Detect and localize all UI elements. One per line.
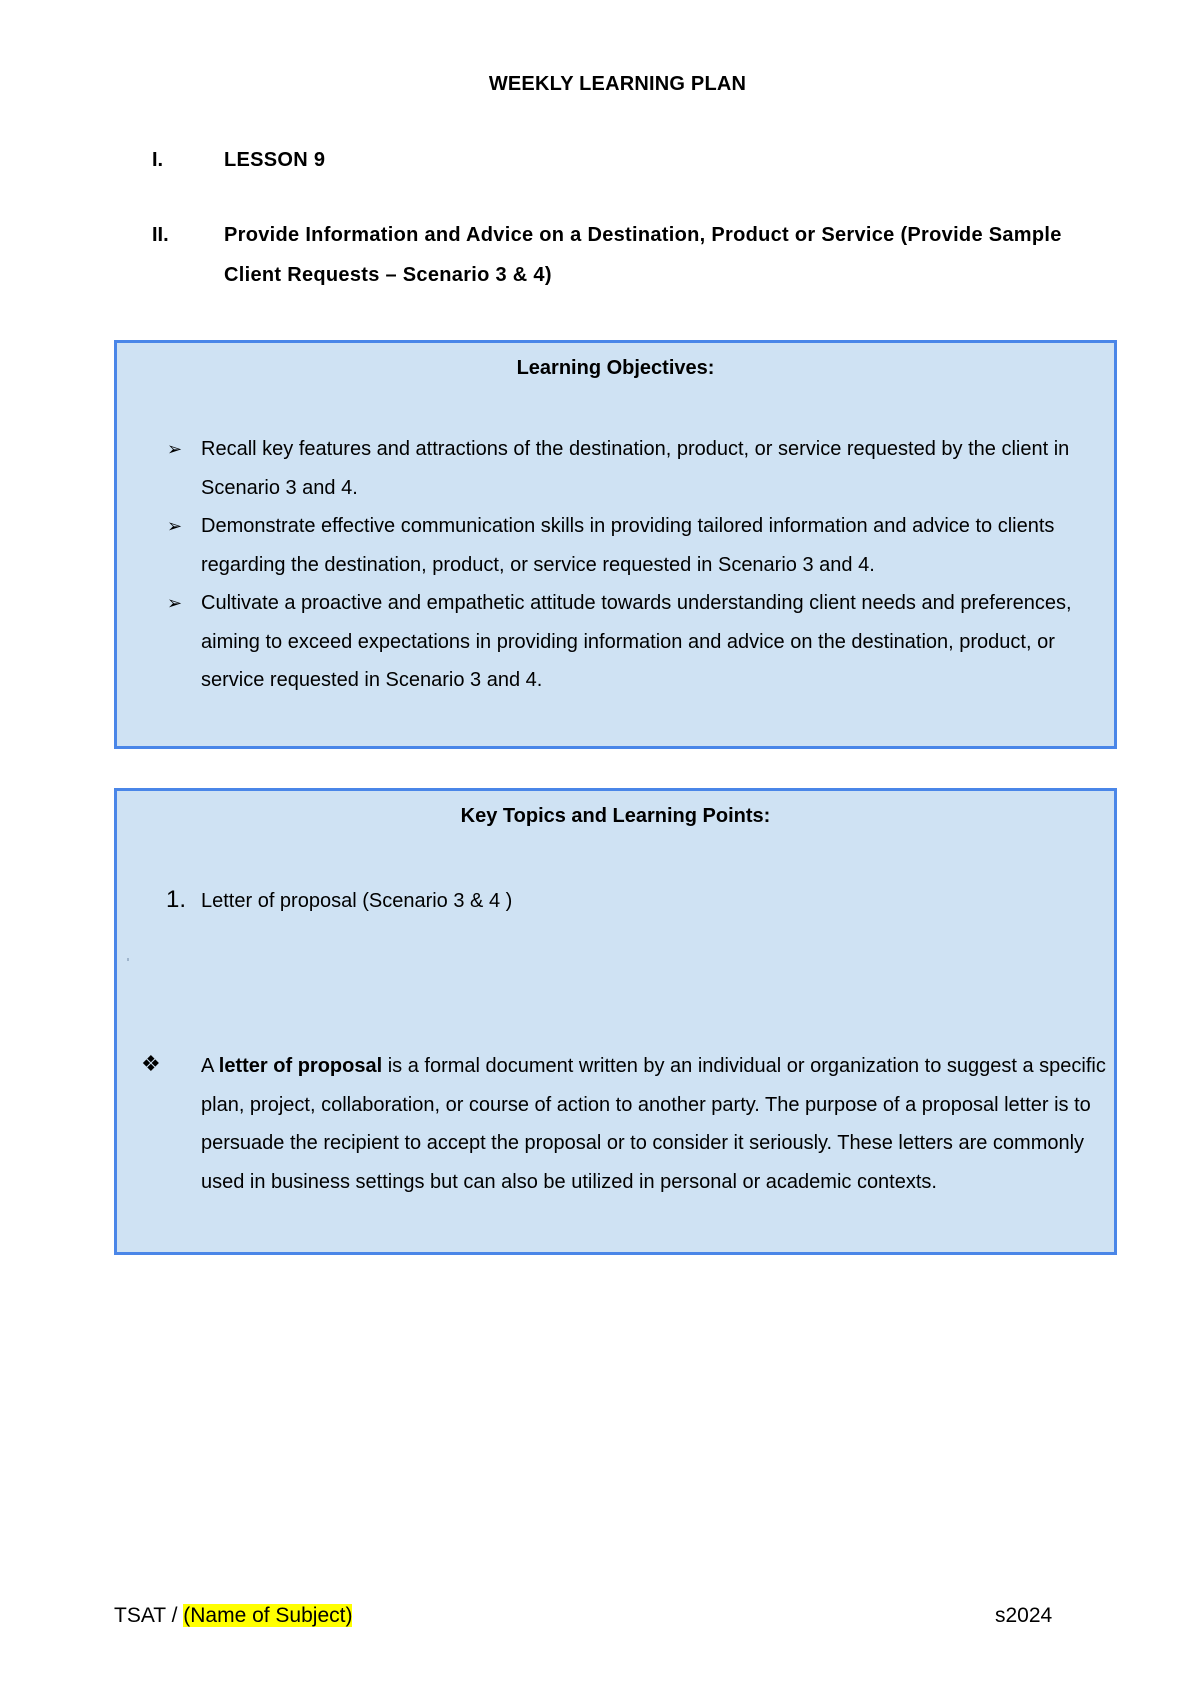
paragraph-body: is a formal document written by an individual or organization to suggest a specific plan, project, collaboration, or course of action to another party. The purpose of a proposal letter is to persuade the recipient to accept the proposal or to consider it seriously. These letters are commonly used in business settings but can also be utilized in personal or academic contexts. (201, 1055, 1106, 1193)
footer-prefix: TSAT / (114, 1604, 184, 1627)
topic-number: 1. (166, 886, 187, 913)
diamond-bullet-icon: ❖ (141, 1051, 161, 1076)
footer-right: s2024 (995, 1604, 1053, 1627)
section-2-number: II. (152, 224, 169, 246)
learning-objectives-heading: Learning Objectives: (516, 357, 715, 379)
objective-bullet-icon: ➢ (167, 593, 183, 613)
section-1-title: LESSON 9 (224, 149, 326, 171)
section-2-title: Provide Information and Advice on a Destination, Product or Service (Provide Sample Client Requests – Scenario 3 & 4) (224, 224, 1062, 286)
learning-objectives-box (114, 340, 1117, 749)
paragraph-prefix: A (201, 1055, 219, 1077)
footer-left (114, 1604, 352, 1628)
letter-of-proposal-paragraph (201, 1047, 1106, 1201)
key-topics-heading: Key Topics and Learning Points: (460, 805, 771, 827)
scan-speck (127, 958, 129, 961)
key-topics-box (114, 788, 1117, 1255)
objective-item: Cultivate a proactive and empathetic attitude towards understanding client needs and preferences, aiming to exceed expectations in providing information and advice on the destination, product, or service requested in Scenario 3 and 4. (201, 592, 1072, 691)
objective-item: Recall key features and attractions of the destination, product, or service requested by the client in Scenario 3 and 4. (201, 438, 1070, 499)
paragraph-term: letter of proposal (218, 1055, 383, 1077)
topic-label: Letter of proposal (Scenario 3 & 4 ) (201, 890, 513, 912)
objective-item: Demonstrate effective communication skills in providing tailored information and advice to clients regarding the destination, product, or service requested in Scenario 3 and 4. (201, 515, 1055, 576)
page-title: WEEKLY LEARNING PLAN (488, 73, 747, 95)
objective-bullet-icon: ➢ (167, 439, 183, 459)
objective-bullet-icon: ➢ (167, 516, 183, 536)
section-1-number: I. (152, 149, 164, 171)
subject-placeholder: (Name of Subject) (183, 1604, 353, 1627)
